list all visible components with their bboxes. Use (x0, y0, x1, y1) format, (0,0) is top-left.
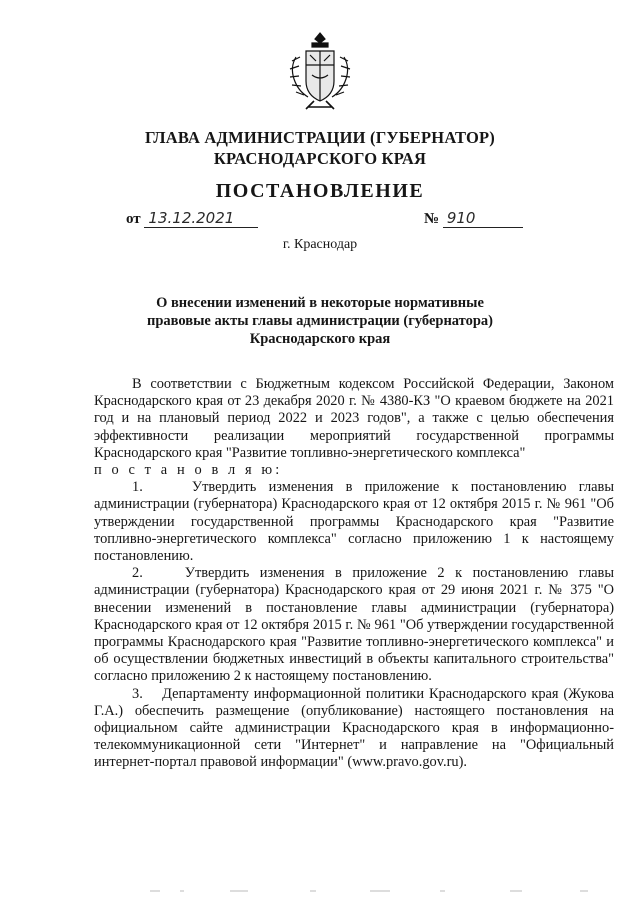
item-1: 1. Утвердить изменения в приложение к постановлению главы администрации (губернатора) Краснодарского края от 12 октября 2015 г. № 961 "Об утверждении государственной программы Краснодарского края "Развитие топливно-энергетического комплекса" согласно приложению 1 к настоящему постановлению. (94, 479, 614, 565)
issuing-city: г. Краснодар (282, 237, 358, 252)
document-body (94, 376, 614, 772)
intro-paragraph: В соответствии с Бюджетным кодексом Российской Федерации, Законом Краснодарского края от 23 декабря 2020 г. № 4380-КЗ "О краевом бюджете на 2021 год и на плановый период 2022 и 2023 годов", а также с целью обеспечения эффективности реализации мероприятий государственной программы Краснодарского края "Развитие топливно-энергетического комплекса" (94, 376, 614, 461)
coat-of-arms-icon (286, 31, 354, 113)
number-value: 910 (443, 209, 523, 228)
item-3: 3. Департаменту информационной политики Краснодарского края (Жукова Г.А.) обеспечить размещение (опубликование) настоящего постановления на официальном сайте администрации Краснодарского края в информационно-телекоммуникационной сети "Интернет" и направление на "Официальный интернет-портал правовой информации" (www.pravo.gov.ru). (94, 685, 614, 771)
authority-line-1: ГЛАВА АДМИНИСТРАЦИИ (ГУБЕРНАТОР) (145, 128, 495, 147)
scan-artifact (110, 888, 610, 894)
document-type: ПОСТАНОВЛЕНИЕ (215, 180, 425, 202)
resolution-word: п о с т а н о в л я ю: (94, 462, 283, 479)
subject-line-3: Краснодарского края (249, 331, 391, 347)
date-field (126, 209, 258, 228)
issuing-authority (0, 127, 640, 169)
date-prefix: от (126, 211, 141, 227)
authority-line-2: КРАСНОДАРСКОГО КРАЯ (213, 149, 427, 168)
document-subject (0, 294, 640, 348)
date-value: 13.12.2021 (144, 209, 258, 228)
number-prefix: № (424, 211, 440, 227)
number-field (424, 209, 523, 228)
subject-line-2: правовые акты главы администрации (губернатора) (146, 313, 494, 329)
item-2: 2. Утвердить изменения в приложение 2 к постановлению главы администрации (губернатора) Краснодарского края от 29 июня 2021 г. № 375 "О внесении изменений в постановление главы администрации (губернатора) Краснодарского края от 12 октября 2015 г. № 961 "Об утверждении государственной программы Краснодарского края "Развитие топливно-энергетического комплекса" и об осуществлении бюджетных инвестиций в объекты капитального строительства" согласно приложению 2 к настоящему постановлению. (94, 565, 614, 685)
subject-line-1: О внесении изменений в некоторые нормативные (156, 295, 484, 311)
